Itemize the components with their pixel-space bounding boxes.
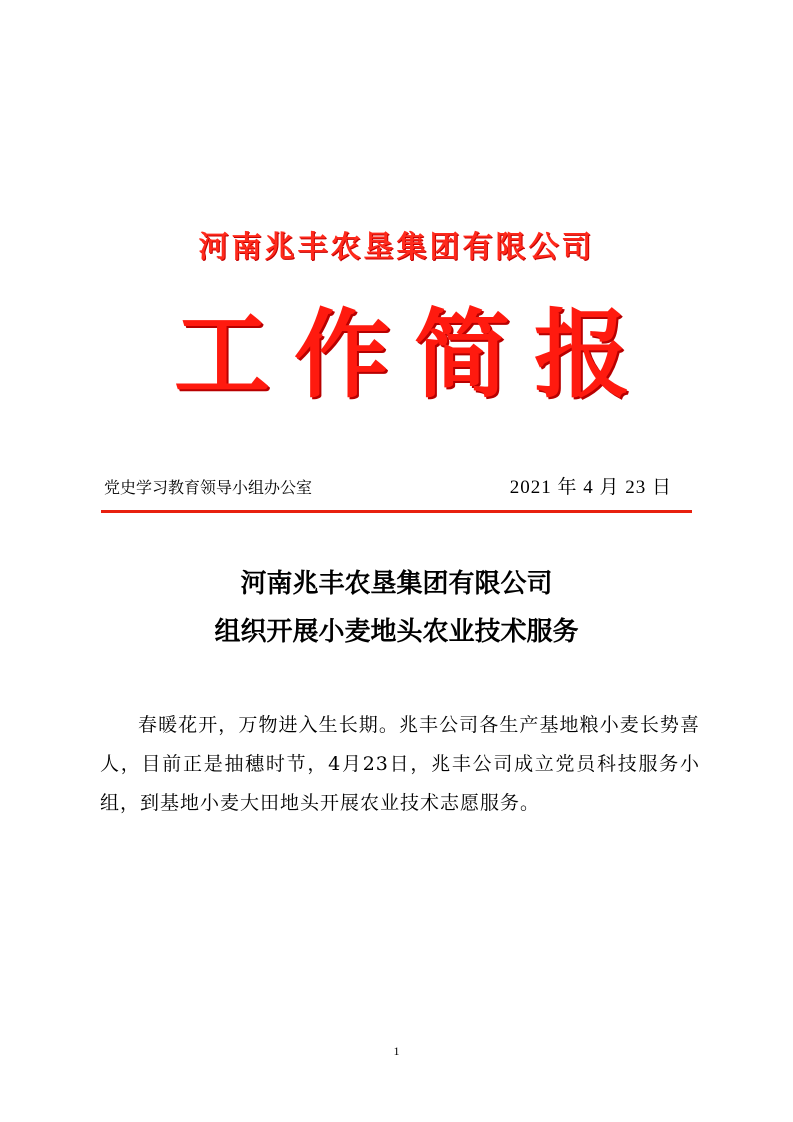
article-title	[0, 560, 793, 656]
article-title-line-2: 组织开展小麦地头农业技术服务	[214, 617, 579, 647]
bulletin-title-char: 作	[294, 298, 390, 411]
page-number: 1	[393, 1044, 400, 1058]
issue-date: 2021 年 4 月 23 日	[509, 477, 672, 498]
company-header: 河南兆丰农垦集团有限公司	[198, 230, 595, 265]
article-title-line-1: 河南兆丰农垦集团有限公司	[240, 569, 553, 599]
article-body-paragraph: 春暖花开，万物进入生长期。兆丰公司各生产基地粮小麦长势喜人，目前正是抽穗时节，4月23日，兆丰公司成立党员科技服务小组，到基地小麦大田地头开展农业技术志愿服务。	[100, 714, 700, 814]
red-divider-line	[101, 510, 692, 513]
bulletin-title-char: 工	[174, 298, 270, 411]
bulletin-title-char: 简	[414, 298, 510, 411]
issue-meta-row	[104, 474, 680, 502]
bulletin-title	[172, 300, 632, 410]
issuer-office: 党史学习教育领导小组办公室	[104, 478, 313, 497]
bulletin-title-char: 报	[534, 298, 630, 411]
